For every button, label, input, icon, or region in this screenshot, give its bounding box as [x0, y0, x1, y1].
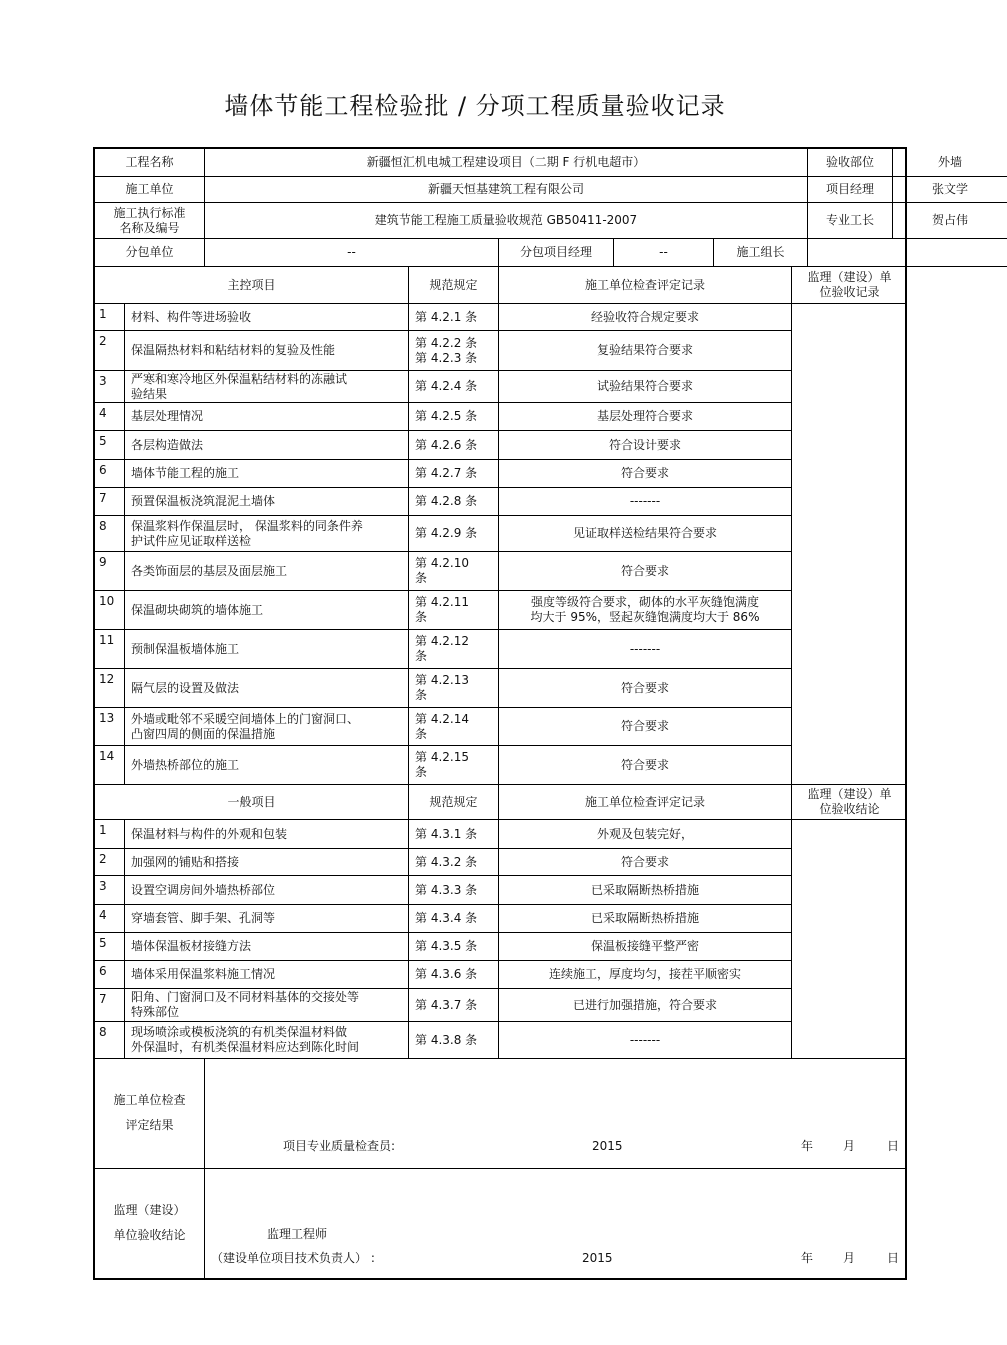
row-spec: 第 4.3.6 条: [409, 961, 499, 989]
row-item: 预置保温板浇筑混泥土墙体: [125, 488, 409, 516]
row-item: 预制保温板墙体施工: [125, 630, 409, 669]
row-spec: 第 4.2.11 条: [409, 591, 499, 630]
row-number: 4: [95, 905, 125, 933]
section-header-spec: 规范规定: [409, 785, 499, 820]
construction-unit-label: 施工单位: [95, 177, 205, 203]
foreman-value: 贺占伟: [893, 203, 1007, 239]
row-item: 保温砌块砌筑的墙体施工: [125, 591, 409, 630]
row-record: 已进行加强措施，符合要求: [499, 989, 792, 1022]
row-item: 严寒和寒冷地区外保温粘结材料的冻融试 验结果: [125, 371, 409, 403]
row-spec: 第 4.2.8 条: [409, 488, 499, 516]
supervision-label-line2: 单位验收结论: [113, 1228, 186, 1242]
inspector-year: 2015: [592, 1139, 623, 1153]
section-header-supervision: 监理（建设）单 位验收记录: [792, 267, 907, 304]
project-name-label: 工程名称: [95, 149, 205, 177]
row-item: 各层构造做法: [125, 431, 409, 460]
row-number: 8: [95, 516, 125, 552]
contractor-result-label: [95, 1059, 205, 1169]
row-item: 基层处理情况: [125, 403, 409, 431]
row-number: 11: [95, 630, 125, 669]
row-item: 阳角、门窗洞口及不同材料基体的交接处等 特殊部位: [125, 989, 409, 1022]
project-manager-value: 张文学: [893, 177, 1007, 203]
row-spec: 第 4.3.2 条: [409, 849, 499, 876]
row-record: 符合要求: [499, 708, 792, 746]
row-number: 1: [95, 304, 125, 331]
section-header-supervision: 监理（建设）单 位验收结论: [792, 785, 907, 820]
row-item: 保温浆料作保温层时， 保温浆料的同条件养 护试件应见证取样送检: [125, 516, 409, 552]
row-record: 连续施工，厚度均匀，接茬平顺密实: [499, 961, 792, 989]
foreman-label: 专业工长: [808, 203, 893, 239]
row-spec: 第 4.2.14 条: [409, 708, 499, 746]
row-item: 墙体保温板材接缝方法: [125, 933, 409, 961]
row-record: 保温板接缝平整严密: [499, 933, 792, 961]
month-label: 月: [843, 1251, 856, 1265]
row-number: 2: [95, 331, 125, 371]
standard-label: 施工执行标准 名称及编号: [95, 203, 205, 239]
row-item: 隔气层的设置及做法: [125, 669, 409, 708]
row-number: 6: [95, 460, 125, 488]
engineer-sub-label: （建设单位项目技术负责人） :: [211, 1251, 375, 1265]
row-spec: 第 4.3.4 条: [409, 905, 499, 933]
row-spec: 第 4.2.15 条: [409, 746, 499, 785]
row-number: 3: [95, 371, 125, 403]
team-leader-label: 施工组长: [714, 239, 808, 267]
row-record: 经验收符合规定要求: [499, 304, 792, 331]
row-number: 5: [95, 431, 125, 460]
row-number: 6: [95, 961, 125, 989]
month-label: 月: [843, 1139, 856, 1153]
row-spec: 第 4.2.13 条: [409, 669, 499, 708]
row-item: 材料、构件等进场验收: [125, 304, 409, 331]
row-item: 加强网的铺贴和搭接: [125, 849, 409, 876]
row-record: 符合要求: [499, 849, 792, 876]
row-item: 墙体采用保温浆料施工情况: [125, 961, 409, 989]
row-spec: 第 4.2.10 条: [409, 552, 499, 591]
row-record: 符合设计要求: [499, 431, 792, 460]
row-record: -------: [499, 1022, 792, 1059]
subcontractor-value: --: [205, 239, 499, 267]
project-manager-label: 项目经理: [808, 177, 893, 203]
standard-value: 建筑节能工程施工质量验收规范 GB50411-2007: [205, 203, 808, 239]
accept-part-label: 验收部位: [808, 149, 893, 177]
row-record: 强度等级符合要求，砌体的水平灰缝饱满度 均大于 95%，竖起灰缝饱满度均大于 86%: [499, 591, 792, 630]
subcontractor-label: 分包单位: [95, 239, 205, 267]
row-number: 10: [95, 591, 125, 630]
section-header-record: 施工单位检查评定记录: [499, 785, 792, 820]
row-number: 14: [95, 746, 125, 785]
year-label: 年: [801, 1139, 814, 1153]
row-spec: 第 4.2.6 条: [409, 431, 499, 460]
supervision-record-cell: [792, 820, 907, 1059]
row-record: -------: [499, 630, 792, 669]
section-header-spec: 规范规定: [409, 267, 499, 304]
row-spec: 第 4.2.7 条: [409, 460, 499, 488]
supervision-result-cell: [205, 1169, 907, 1279]
row-spec: 第 4.3.3 条: [409, 876, 499, 905]
row-record: 符合要求: [499, 669, 792, 708]
engineer-year: 2015: [582, 1251, 613, 1265]
row-item: 保温隔热材料和粘结材料的复验及性能: [125, 331, 409, 371]
row-item: 外墙或毗邻不采暖空间墙体上的门窗洞口、 凸窗四周的侧面的保温措施: [125, 708, 409, 746]
inspector-label: 项目专业质量检查员:: [283, 1139, 396, 1153]
section-header-item: 一般项目: [95, 785, 409, 820]
row-spec: 第 4.3.7 条: [409, 989, 499, 1022]
contractor-label-line1: 施工单位检查: [113, 1093, 186, 1107]
supervision-record-cell: [792, 304, 907, 785]
sub-manager-label: 分包项目经理: [499, 239, 614, 267]
day-label: 日: [887, 1251, 900, 1265]
engineer-label: 监理工程师: [267, 1227, 328, 1241]
row-item: 各类饰面层的基层及面层施工: [125, 552, 409, 591]
construction-unit-value: 新疆天恒基建筑工程有限公司: [205, 177, 808, 203]
contractor-label-line2: 评定结果: [125, 1118, 174, 1132]
row-record: 已采取隔断热桥措施: [499, 905, 792, 933]
row-spec: 第 4.3.5 条: [409, 933, 499, 961]
row-number: 4: [95, 403, 125, 431]
section-header-record: 施工单位检查评定记录: [499, 267, 792, 304]
row-record: 已采取隔断热桥措施: [499, 876, 792, 905]
acceptance-record-table: [93, 147, 968, 1280]
row-spec: 第 4.2.5 条: [409, 403, 499, 431]
sub-manager-value: --: [614, 239, 714, 267]
row-spec: 第 4.2.1 条: [409, 304, 499, 331]
section-header-item: 主控项目: [95, 267, 409, 304]
row-record: 基层处理符合要求: [499, 403, 792, 431]
row-spec: 第 4.3.8 条: [409, 1022, 499, 1059]
row-spec: 第 4.2.4 条: [409, 371, 499, 403]
row-number: 9: [95, 552, 125, 591]
supervision-label-line1: 监理（建设）: [113, 1203, 186, 1217]
row-spec: 第 4.2.2 条 第 4.2.3 条: [409, 331, 499, 371]
project-name-value: 新疆恒汇机电城工程建设项目（二期 F 行机电超市）: [205, 149, 808, 177]
row-item: 墙体节能工程的施工: [125, 460, 409, 488]
row-number: 13: [95, 708, 125, 746]
team-leader-value: [808, 239, 1007, 267]
row-number: 7: [95, 989, 125, 1022]
row-record: -------: [499, 488, 792, 516]
row-record: 符合要求: [499, 552, 792, 591]
row-record: 见证取样送检结果符合要求: [499, 516, 792, 552]
row-number: 2: [95, 849, 125, 876]
row-record: 试验结果符合要求: [499, 371, 792, 403]
row-spec: 第 4.2.9 条: [409, 516, 499, 552]
row-number: 12: [95, 669, 125, 708]
page-title: 墙体节能工程检验批 / 分项工程质量验收记录: [224, 92, 726, 120]
row-number: 7: [95, 488, 125, 516]
row-spec: 第 4.2.12 条: [409, 630, 499, 669]
row-item: 外墙热桥部位的施工: [125, 746, 409, 785]
row-record: 复验结果符合要求: [499, 331, 792, 371]
row-item: 现场喷涂或模板浇筑的有机类保温材料做 外保温时，有机类保温材料应达到陈化时间: [125, 1022, 409, 1059]
year-label: 年: [801, 1251, 814, 1265]
row-item: 穿墙套管、脚手架、孔洞等: [125, 905, 409, 933]
day-label: 日: [887, 1139, 900, 1153]
row-record: 外观及包装完好，: [499, 820, 792, 849]
row-spec: 第 4.3.1 条: [409, 820, 499, 849]
supervision-result-label: [95, 1169, 205, 1279]
row-number: 5: [95, 933, 125, 961]
row-item: 设置空调房间外墙热桥部位: [125, 876, 409, 905]
row-number: 1: [95, 820, 125, 849]
row-number: 3: [95, 876, 125, 905]
contractor-result-cell: [205, 1059, 907, 1169]
row-item: 保温材料与构件的外观和包装: [125, 820, 409, 849]
row-record: 符合要求: [499, 746, 792, 785]
row-record: 符合要求: [499, 460, 792, 488]
accept-part-value: 外墙: [893, 149, 1007, 177]
row-number: 8: [95, 1022, 125, 1059]
